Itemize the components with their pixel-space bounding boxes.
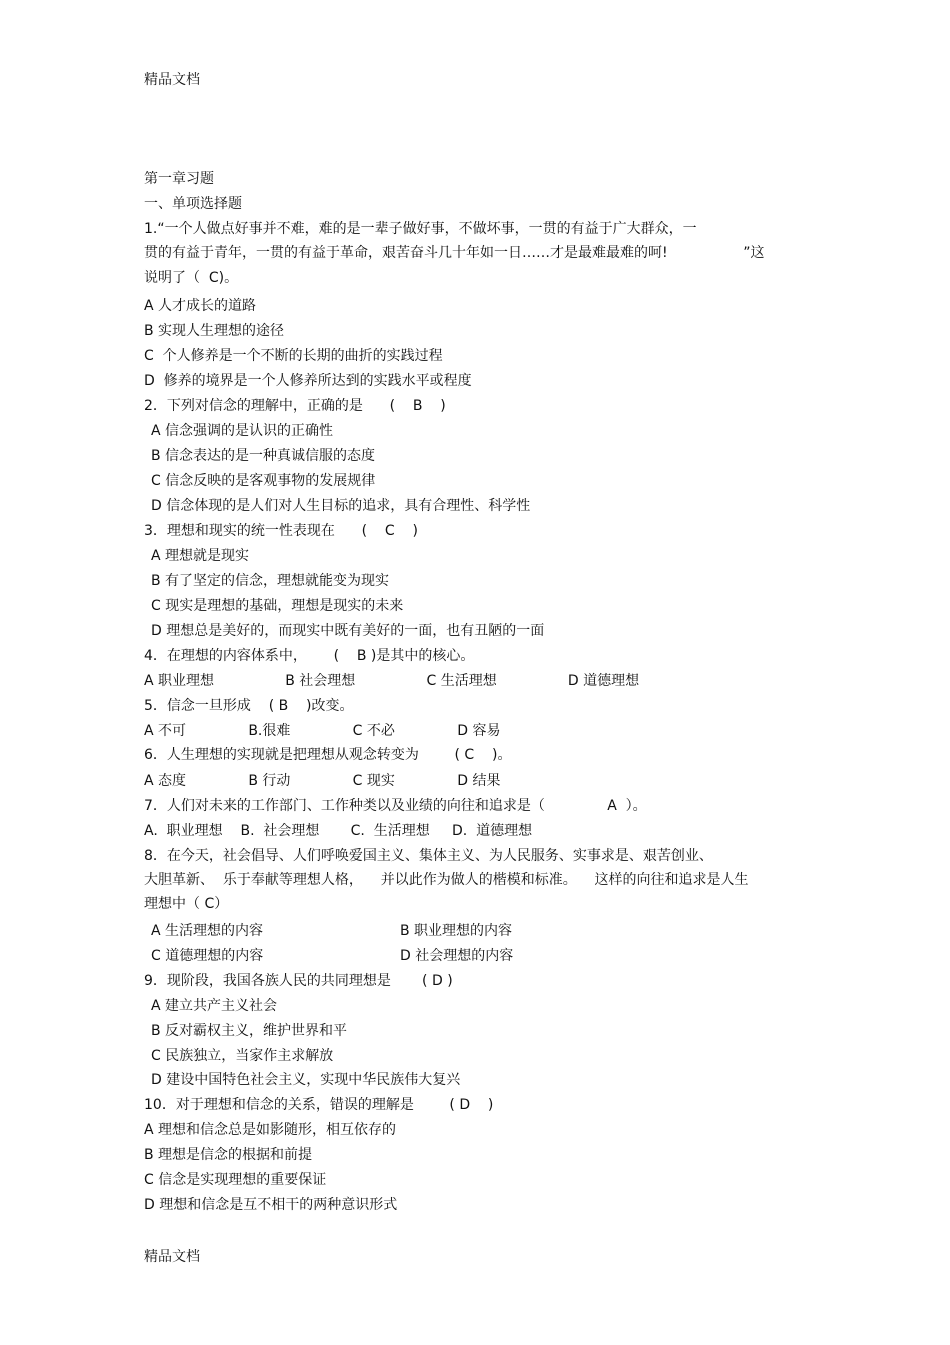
question-1-stem-line-1: 1.“一个人做点好事并不难，难的是一辈子做好事，不做坏事，一贯的有益于广大群众，一 bbox=[144, 221, 697, 237]
question-1-stem-line-2: 贯的有益于青年，一贯的有益于革命，艰苦奋斗几十年如一日……才是最难最难的呵! ”这 bbox=[144, 245, 765, 261]
question-5-stem: 5．信念一旦形成 ( B )改变。 bbox=[144, 698, 354, 714]
question-9-option-a: A 建立共产主义社会 bbox=[151, 998, 278, 1014]
question-3-stem: 3．理想和现实的统一性表现在 ( C ) bbox=[144, 523, 418, 539]
chapter-title: 第一章习题 bbox=[144, 171, 214, 187]
question-6-stem: 6．人生理想的实现就是把理想从观念转变为 ( C )。 bbox=[144, 747, 512, 763]
question-8-stem-line-1: 8．在今天，社会倡导、人们呼唤爱国主义、集体主义、为人民服务、实事求是、艰苦创业、 bbox=[144, 848, 713, 864]
question-9-option-d: D 建设中国特色社会主义，实现中华民族伟大复兴 bbox=[151, 1072, 461, 1088]
page-header: 精品文档 bbox=[144, 72, 200, 88]
question-9-option-b: B 反对霸权主义，维护世界和平 bbox=[151, 1023, 348, 1039]
question-2-option-b: B 信念表达的是一种真诚信服的态度 bbox=[151, 448, 376, 464]
question-1-option-d: D 修养的境界是一个人修养所达到的实践水平或程度 bbox=[144, 373, 472, 389]
question-3-option-c: C 现实是理想的基础，理想是现实的未来 bbox=[151, 598, 404, 614]
question-8-option-b: B 职业理想的内容 bbox=[400, 923, 513, 939]
question-10-stem: 10．对于理想和信念的关系，错误的理解是 ( D ) bbox=[144, 1097, 494, 1113]
question-2-stem: 2．下列对信念的理解中，正确的是 ( B ) bbox=[144, 398, 446, 414]
question-4-stem: 4．在理想的内容体系中， ( B )是其中的核心。 bbox=[144, 648, 475, 664]
question-10-option-a: A 理想和信念总是如影随形，相互依存的 bbox=[144, 1122, 397, 1138]
question-5-options: A 不可 B.很难 C 不必 D 容易 bbox=[144, 723, 501, 739]
question-9-stem: 9．现阶段，我国各族人民的共同理想是 ( D ) bbox=[144, 973, 453, 989]
question-10-option-d: D 理想和信念是互不相干的两种意识形式 bbox=[144, 1197, 398, 1213]
question-4-options: A 职业理想 B 社会理想 C 生活理想 D 道德理想 bbox=[144, 673, 640, 689]
question-1-stem-line-3: 说明了（ C)。 bbox=[144, 270, 239, 286]
question-7-options: A. 职业理想 B. 社会理想 C. 生活理想 D. 道德理想 bbox=[144, 823, 533, 839]
question-1-option-c: C 个人修养是一个不断的长期的曲折的实践过程 bbox=[144, 348, 443, 364]
question-3-option-b: B 有了坚定的信念，理想就能变为现实 bbox=[151, 573, 390, 589]
question-7-stem: 7．人们对未来的工作部门、工作种类以及业绩的向往和追求是（ A ）。 bbox=[144, 798, 647, 814]
question-2-option-d: D 信念体现的是人们对人生目标的追求，具有合理性、科学性 bbox=[151, 498, 531, 514]
question-8-option-a: A 生活理想的内容 bbox=[151, 923, 264, 939]
question-10-option-c: C 信念是实现理想的重要保证 bbox=[144, 1172, 327, 1188]
question-2-option-a: A 信念强调的是认识的正确性 bbox=[151, 423, 334, 439]
question-10-option-b: B 理想是信念的根据和前提 bbox=[144, 1147, 313, 1163]
question-3-option-a: A 理想就是现实 bbox=[151, 548, 250, 564]
section-title: 一、单项选择题 bbox=[144, 196, 242, 212]
question-6-options: A 态度 B 行动 C 现实 D 结果 bbox=[144, 773, 501, 789]
question-9-option-c: C 民族独立，当家作主求解放 bbox=[151, 1048, 334, 1064]
question-1-option-a: A 人才成长的道路 bbox=[144, 298, 257, 314]
question-8-stem-line-3: 理想中（ C） bbox=[144, 896, 229, 912]
question-8-stem-line-2: 大胆革新、 乐于奉献等理想人格， 并以此作为做人的楷模和标准。 这样的向往和追求是人生 bbox=[144, 872, 749, 888]
question-2-option-c: C 信念反映的是客观事物的发展规律 bbox=[151, 473, 376, 489]
question-8-option-c: C 道德理想的内容 bbox=[151, 948, 264, 964]
question-3-option-d: D 理想总是美好的，而现实中既有美好的一面，也有丑陋的一面 bbox=[151, 623, 545, 639]
question-1-option-b: B 实现人生理想的途径 bbox=[144, 323, 285, 339]
question-8-option-d: D 社会理想的内容 bbox=[400, 948, 514, 964]
page-footer: 精品文档 bbox=[144, 1249, 200, 1265]
